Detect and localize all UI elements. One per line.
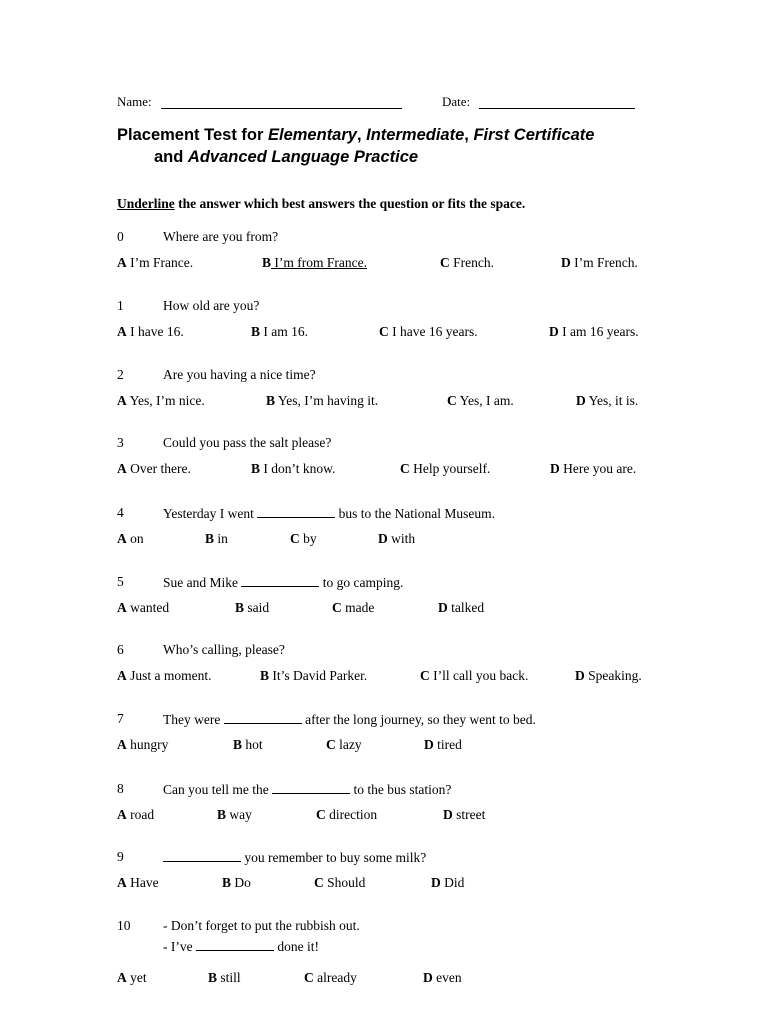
question-number: 2 [117, 367, 124, 382]
option-b[interactable] [260, 668, 367, 684]
option-c[interactable] [326, 737, 362, 753]
gap-blank[interactable] [257, 505, 335, 518]
answer-options [117, 970, 677, 990]
option-text: already [313, 970, 357, 985]
question-text: - I’ve done it! [163, 939, 319, 954]
option-d[interactable] [549, 324, 639, 340]
option-text: tired [433, 737, 462, 752]
option-d[interactable] [424, 737, 462, 753]
question-number: 8 [117, 781, 124, 796]
option-letter: D [431, 875, 441, 890]
question-9 [117, 849, 677, 895]
gap-blank[interactable] [241, 574, 319, 587]
answer-options [117, 531, 677, 551]
option-text: still [217, 970, 241, 985]
option-c[interactable] [290, 531, 317, 547]
question-number: 6 [117, 642, 124, 657]
option-letter: C [316, 807, 326, 822]
option-d[interactable] [550, 461, 636, 477]
gap-blank[interactable] [196, 938, 274, 951]
option-letter: D [550, 461, 560, 476]
option-text: Over there. [126, 461, 191, 476]
option-text: said [244, 600, 270, 615]
gap-blank[interactable] [163, 849, 241, 862]
option-letter: C [379, 324, 389, 339]
answer-options [117, 461, 677, 481]
option-text: I am 16. [260, 324, 309, 339]
option-a[interactable] [117, 737, 168, 753]
option-d[interactable] [576, 393, 638, 409]
option-d[interactable] [561, 255, 638, 271]
question-line [117, 298, 677, 318]
option-d[interactable] [575, 668, 642, 684]
question-6 [117, 642, 677, 688]
option-text: wanted [126, 600, 170, 615]
option-letter: D [575, 668, 585, 683]
option-letter: D [423, 970, 433, 985]
option-text: yet [126, 970, 147, 985]
option-letter: C [326, 737, 336, 752]
option-a[interactable] [117, 393, 205, 409]
answer-options [117, 255, 677, 275]
option-letter: B [233, 737, 243, 752]
option-text: Here you are. [559, 461, 637, 476]
question-line [117, 938, 677, 958]
question-2 [117, 367, 677, 413]
option-text: direction [325, 807, 378, 822]
option-text: Yes, I’m nice. [126, 393, 205, 408]
question-text: you remember to buy some milk? [163, 849, 426, 866]
instruction-text: the answer which best answers the question or fits the space. [174, 196, 526, 211]
question-line [117, 711, 677, 731]
option-letter: D [438, 600, 448, 615]
title-level-first-certificate: First Certificate [473, 126, 595, 144]
option-c[interactable] [304, 970, 357, 986]
option-text: I’m French. [570, 255, 638, 270]
answer-options [117, 737, 677, 757]
option-letter: C [290, 531, 300, 546]
option-b[interactable] [235, 600, 269, 616]
option-text: street [452, 807, 486, 822]
option-letter: B [222, 875, 232, 890]
question-10 [117, 918, 677, 990]
option-b[interactable] [205, 531, 228, 547]
title-and: and [154, 148, 188, 166]
question-7 [117, 711, 677, 757]
answer-options [117, 600, 677, 620]
option-d[interactable] [443, 807, 485, 823]
answer-options [117, 875, 677, 895]
option-text: French. [449, 255, 494, 270]
option-text: I am 16 years. [558, 324, 639, 339]
answer-options [117, 668, 677, 688]
answer-options [117, 324, 677, 344]
option-letter: C [304, 970, 314, 985]
question-text: Could you pass the salt please? [163, 435, 332, 450]
option-letter: C [332, 600, 342, 615]
question-text: Can you tell me the to the bus station? [163, 782, 452, 797]
option-c[interactable] [440, 255, 494, 271]
option-a[interactable] [117, 461, 191, 477]
option-letter: A [117, 393, 127, 408]
question-line [117, 574, 677, 594]
option-letter: C [447, 393, 457, 408]
option-text: It’s David Parker. [269, 668, 368, 683]
option-text: way [226, 807, 252, 822]
option-text: on [126, 531, 144, 546]
question-number: 4 [117, 505, 124, 520]
option-letter: B [217, 807, 227, 822]
option-letter: A [117, 875, 127, 890]
question-1 [117, 298, 677, 344]
question-number: 10 [117, 918, 131, 933]
question-text: They were after the long journey, so they went to bed. [163, 712, 536, 727]
question-line [117, 435, 677, 455]
option-a[interactable] [117, 668, 212, 684]
option-text: Should [323, 875, 366, 890]
title-prefix: Placement Test for [117, 126, 268, 144]
instructions [117, 196, 525, 212]
option-a[interactable] [117, 600, 169, 616]
option-letter: A [117, 255, 127, 270]
name-field[interactable] [161, 108, 402, 109]
option-b[interactable] [222, 875, 251, 891]
option-a[interactable] [117, 875, 159, 891]
option-letter: B [262, 255, 272, 270]
option-a[interactable] [117, 807, 154, 823]
option-letter: A [117, 970, 127, 985]
question-text: - Don’t forget to put the rubbish out. [163, 918, 360, 933]
question-0 [117, 229, 677, 275]
option-text: I’m France. [126, 255, 194, 270]
question-text: Sue and Mike to go camping. [163, 575, 404, 590]
answer-options [117, 807, 677, 827]
question-number: 0 [117, 229, 124, 244]
option-a[interactable] [117, 531, 144, 547]
option-letter: B [251, 461, 261, 476]
option-text: I have 16. [126, 324, 184, 339]
option-text: in [214, 531, 228, 546]
option-letter: D [378, 531, 388, 546]
option-letter: D [576, 393, 586, 408]
option-text: Yes, I’m having it. [275, 393, 379, 408]
option-a[interactable] [117, 255, 193, 271]
question-3 [117, 435, 677, 481]
option-letter: A [117, 668, 127, 683]
option-letter: A [117, 600, 127, 615]
date-field[interactable] [479, 108, 635, 109]
question-text: Where are you from? [163, 229, 279, 244]
option-c[interactable] [400, 461, 490, 477]
question-text: Are you having a nice time? [163, 367, 316, 382]
option-letter: A [117, 807, 127, 822]
question-line [117, 229, 677, 249]
option-letter: B [208, 970, 218, 985]
option-c[interactable] [379, 324, 478, 340]
question-line [117, 918, 677, 938]
option-letter: D [561, 255, 571, 270]
option-letter: D [424, 737, 434, 752]
option-text: Yes, I am. [456, 393, 514, 408]
option-b[interactable] [208, 970, 241, 986]
option-d[interactable] [378, 531, 415, 547]
option-text: made [341, 600, 375, 615]
question-number: 3 [117, 435, 124, 450]
option-a[interactable] [117, 970, 147, 986]
option-text: I don’t know. [260, 461, 336, 476]
option-letter: C [314, 875, 324, 890]
question-number: 7 [117, 711, 124, 726]
option-b[interactable] [266, 393, 378, 409]
option-text: Help yourself. [409, 461, 491, 476]
question-line [117, 642, 677, 662]
option-b[interactable] [233, 737, 263, 753]
option-letter: B [266, 393, 276, 408]
option-c[interactable] [316, 807, 377, 823]
option-text: even [432, 970, 462, 985]
option-text: I have 16 years. [388, 324, 478, 339]
option-letter: D [549, 324, 559, 339]
option-letter: A [117, 324, 127, 339]
question-number: 9 [117, 849, 124, 864]
answer-options [117, 393, 677, 413]
option-letter: C [420, 668, 430, 683]
instruction-keyword: Underline [117, 196, 175, 211]
option-c[interactable] [314, 875, 365, 891]
question-4 [117, 505, 677, 551]
option-d[interactable] [423, 970, 462, 986]
option-text: I’ll call you back. [429, 668, 529, 683]
question-text: Who’s calling, please? [163, 642, 285, 657]
gap-blank[interactable] [272, 781, 350, 794]
option-d[interactable] [438, 600, 484, 616]
question-line [117, 849, 677, 869]
option-a[interactable] [117, 324, 184, 340]
option-text: with [387, 531, 416, 546]
option-c[interactable] [420, 668, 528, 684]
option-letter: B [260, 668, 270, 683]
option-text: Just a moment. [126, 668, 212, 683]
option-text: Speaking. [584, 668, 642, 683]
option-b[interactable] [262, 255, 367, 271]
title-level-advanced: Advanced Language Practice [187, 148, 419, 166]
option-text: road [126, 807, 155, 822]
question-number: 5 [117, 574, 124, 589]
option-letter: C [400, 461, 410, 476]
option-letter: B [205, 531, 215, 546]
option-c[interactable] [332, 600, 374, 616]
title-level-elementary: Elementary [268, 126, 357, 144]
gap-blank[interactable] [224, 711, 302, 724]
question-line [117, 367, 677, 387]
question-line [117, 781, 677, 801]
option-text: lazy [335, 737, 362, 752]
title-level-intermediate: Intermediate [366, 126, 465, 144]
option-letter: D [443, 807, 453, 822]
option-b[interactable] [217, 807, 252, 823]
option-text: Yes, it is. [585, 393, 639, 408]
option-letter: A [117, 531, 127, 546]
option-text: Have [126, 875, 159, 890]
option-text: talked [447, 600, 485, 615]
option-text: hot [242, 737, 263, 752]
option-b[interactable] [251, 461, 335, 477]
question-number: 1 [117, 298, 124, 313]
title-separator: , [464, 126, 474, 144]
page-title [117, 124, 737, 168]
option-c[interactable] [447, 393, 514, 409]
option-letter: C [440, 255, 450, 270]
date-label: Date: [442, 94, 471, 109]
question-text: How old are you? [163, 298, 260, 313]
question-8 [117, 781, 677, 827]
option-b[interactable] [251, 324, 308, 340]
option-letter: B [251, 324, 261, 339]
option-d[interactable] [431, 875, 464, 891]
option-text: Do [231, 875, 251, 890]
option-text: Did [440, 875, 465, 890]
option-text: I’m from France. [271, 255, 367, 270]
name-label: Name: [117, 94, 152, 109]
question-text: Yesterday I went bus to the National Museum. [163, 506, 495, 521]
title-separator: , [356, 126, 367, 144]
option-text: by [299, 531, 317, 546]
option-text: hungry [126, 737, 169, 752]
question-5 [117, 574, 677, 620]
option-letter: B [235, 600, 245, 615]
question-line [117, 505, 677, 525]
option-letter: A [117, 461, 127, 476]
option-letter: A [117, 737, 127, 752]
